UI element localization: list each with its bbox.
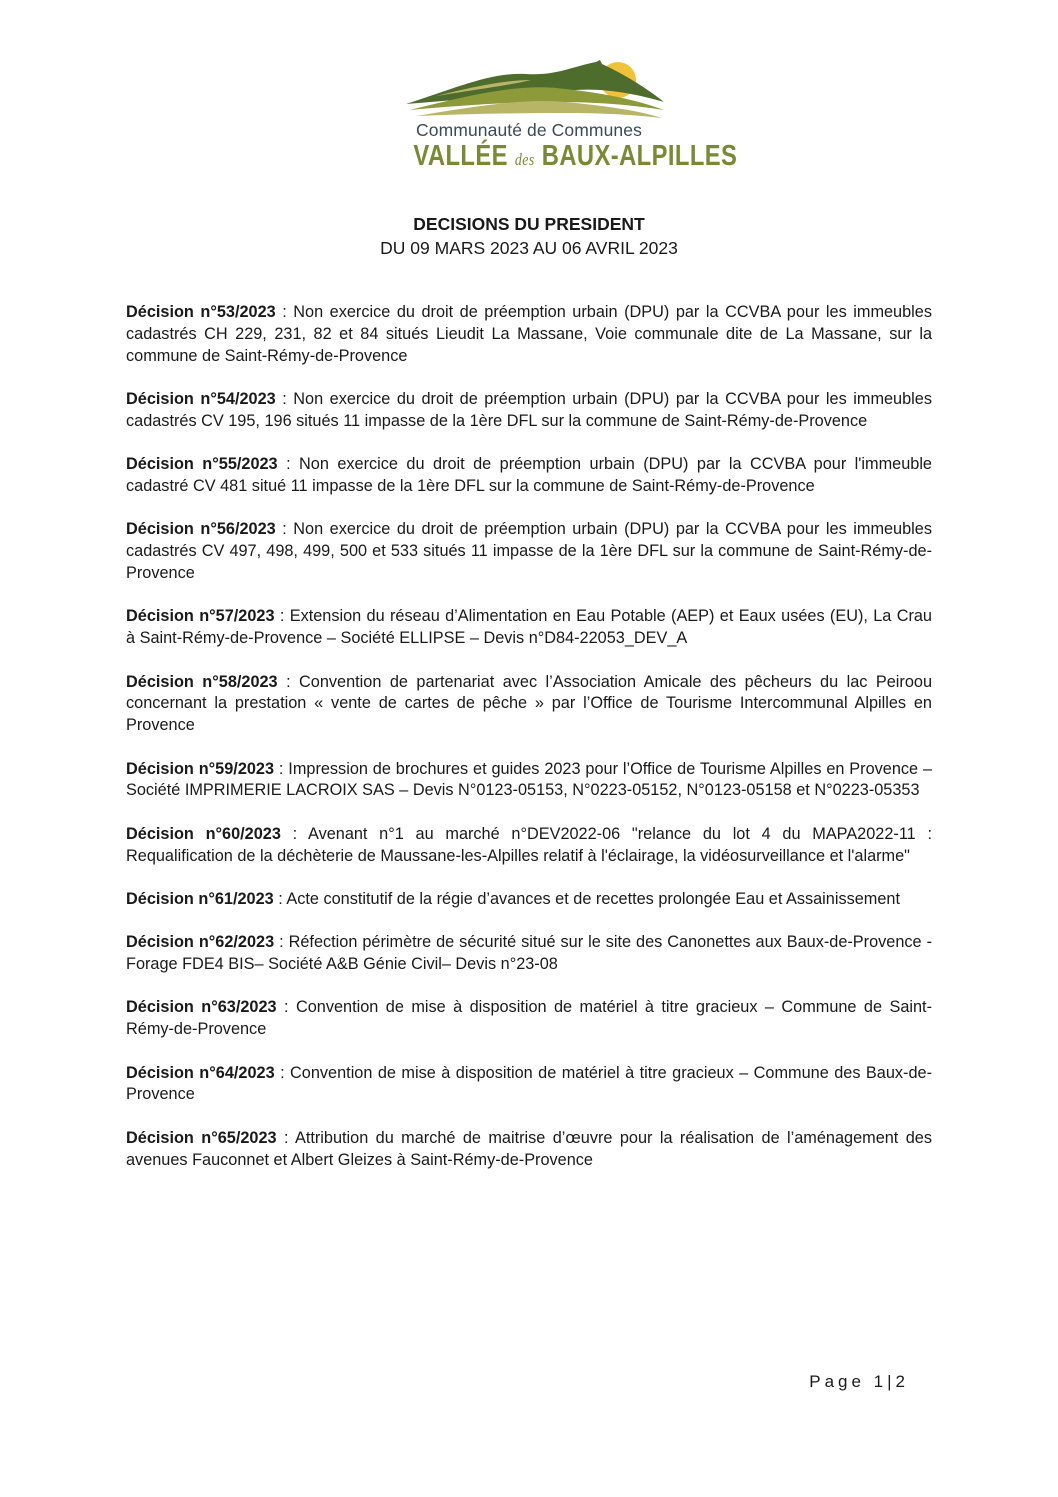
decision-65 xyxy=(126,1128,932,1172)
decision-number: Décision n°58/2023 xyxy=(126,672,278,691)
decision-57 xyxy=(126,606,932,650)
decision-number: Décision n°55/2023 xyxy=(126,455,278,474)
decision-53 xyxy=(126,302,932,367)
decision-54 xyxy=(126,389,932,433)
logo xyxy=(388,58,738,178)
decision-59 xyxy=(126,759,932,803)
decision-number: Décision n°57/2023 xyxy=(126,607,275,626)
logo-line1: Communauté de Communes xyxy=(416,120,642,140)
decision-text: : Convention de mise à disposition de matériel à titre gracieux – Commune de Saint-Rémy-de-Provence xyxy=(126,998,932,1039)
decision-text: : Extension du réseau d’Alimentation en Eau Potable (AEP) et Eaux usées (EU), La Crau à Saint-Rémy-de-Provence – Société ELLIPSE – Devis n°D84-22053_DEV_A xyxy=(126,607,932,648)
decision-63 xyxy=(126,997,932,1041)
decision-number: Décision n°53/2023 xyxy=(126,303,276,321)
decision-text: : Non exercice du droit de préemption urbain (DPU) par la CCVBA pour l'immeuble cadastré CV 481 situé 11 impasse de la 1ère DFL sur la commune de Saint-Rémy-de-Provence xyxy=(126,455,932,495)
decision-56 xyxy=(126,519,932,584)
decision-55 xyxy=(126,454,932,498)
decision-text: : Non exercice du droit de préemption urbain (DPU) par la CCVBA pour les immeubles cadastrés CV 195, 196 situés 11 impasse de la 1ère DFL sur la commune de Saint-Rémy-de-Provence xyxy=(126,389,932,430)
decision-number: Décision n°61/2023 xyxy=(126,889,274,908)
decision-number: Décision n°60/2023 xyxy=(126,824,281,843)
page-title: DECISIONS DU PRESIDENT xyxy=(413,214,645,234)
logo-baux-alpilles: BAUX-ALPILLES xyxy=(541,140,738,172)
decision-number: Décision n°62/2023 xyxy=(126,933,275,952)
page-subtitle: DU 09 MARS 2023 AU 06 AVRIL 2023 xyxy=(380,238,678,258)
decision-text: : Convention de partenariat avec l’Association Amicale des pêcheurs du lac Peiroou concernant la prestation « vente de cartes de pêche » par l’Office de Tourisme Intercommunal Alpilles en Provence xyxy=(126,672,932,735)
decision-text: : Impression de brochures et guides 2023 pour l’Office de Tourisme Alpilles en Provence – Société IMPRIMERIE LACROIX SAS – Devis N°0123-05153, N°0223-05152, N°0123-05158 et N°0223-05353 xyxy=(126,759,932,800)
decision-number: Décision n°54/2023 xyxy=(126,389,276,408)
decision-64 xyxy=(126,1063,932,1107)
decision-text: : Acte constitutif de la régie d’avances et de recettes prolongée Eau et Assainissement xyxy=(273,889,900,908)
logo-des: des xyxy=(514,150,535,169)
decision-text: : Non exercice du droit de préemption urbain (DPU) par la CCVBA pour les immeubles cadastrés CH 229, 231, 82 et 84 situés Lieudit La Massane, Voie communale dite de La Massane, sur la commune de Saint-Rémy-de-Provence xyxy=(126,303,932,365)
hills-logo-icon xyxy=(396,58,668,122)
decision-number: Décision n°63/2023 xyxy=(126,998,277,1017)
decision-number: Décision n°64/2023 xyxy=(126,1063,275,1082)
decision-text: : Convention de mise à disposition de matériel à titre gracieux – Commune des Baux-de-Provence xyxy=(126,1063,932,1104)
decision-text: : Attribution du marché de maitrise d’œuvre pour la réalisation de l’aménagement des avenues Fauconnet et Albert Gleizes à Saint-Rémy-de-Provence xyxy=(126,1128,932,1169)
page-number: Page 1|2 xyxy=(809,1372,909,1391)
decision-number: Décision n°59/2023 xyxy=(126,759,275,778)
decision-58 xyxy=(126,672,932,737)
logo-line2 xyxy=(413,140,738,173)
decision-text: : Réfection périmètre de sécurité situé sur le site des Canonettes aux Baux-de-Provence - Forage FDE4 BIS– Société A&B Génie Civil– Devis n°23-08 xyxy=(126,933,932,974)
decision-number: Décision n°56/2023 xyxy=(126,520,276,539)
decision-text: : Non exercice du droit de préemption urbain (DPU) par la CCVBA pour les immeubles cadastrés CV 497, 498, 499, 500 et 533 situés 11 impasse de la 1ère DFL sur la commune de Saint-Rémy-de-Provence xyxy=(126,520,932,582)
decision-text: : Avenant n°1 au marché n°DEV2022-06 "relance du lot 4 du MAPA2022-11 : Requalification de la déchèterie de Maussane-les-Alpilles relatif à l'éclairage, la vidéosurveillance et l'alarme" xyxy=(126,824,932,865)
logo-vallee: VALLÉE xyxy=(413,140,508,172)
decision-list xyxy=(126,302,932,1193)
decision-61 xyxy=(126,889,932,911)
decision-62 xyxy=(126,932,932,976)
decision-number: Décision n°65/2023 xyxy=(126,1128,277,1147)
decision-60 xyxy=(126,824,932,868)
